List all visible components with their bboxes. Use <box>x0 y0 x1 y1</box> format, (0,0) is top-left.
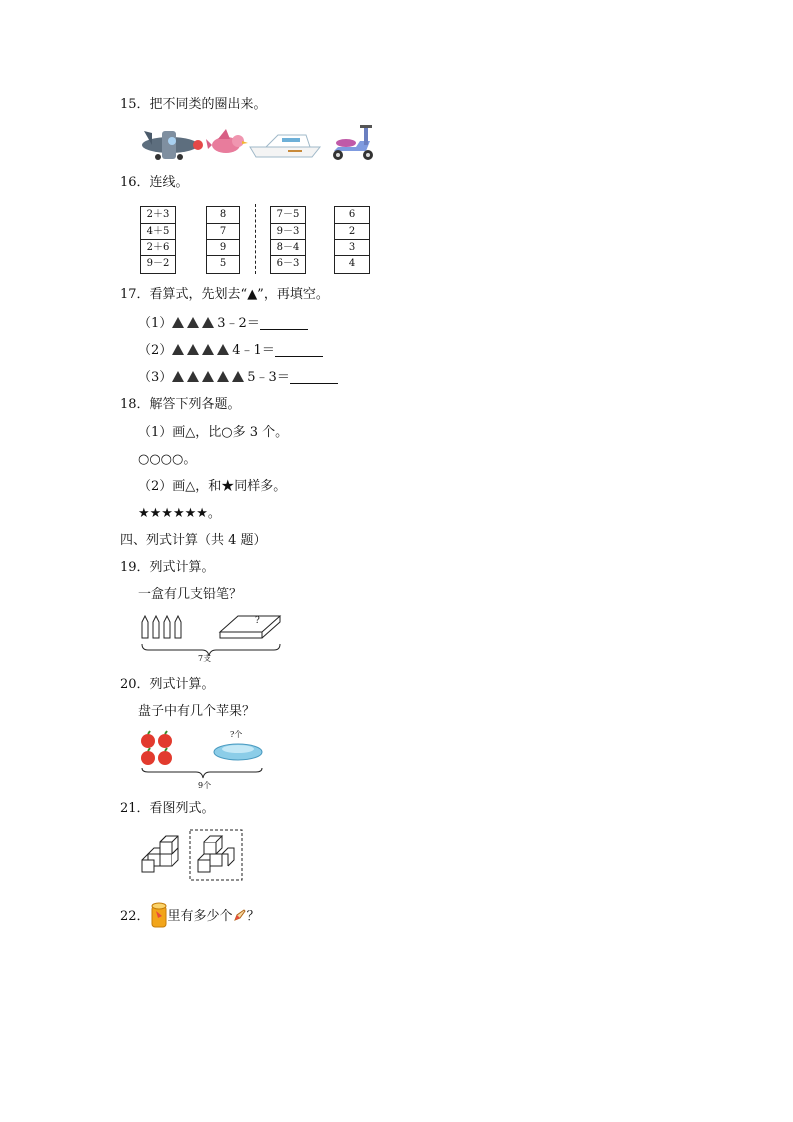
apple-plate-figure <box>138 730 266 782</box>
q16-cell: 7－5 <box>276 209 300 220</box>
plate-icon <box>214 744 262 760</box>
triangle-icon <box>217 344 229 355</box>
q18-sub2: （2）画△，和★同样多。 <box>138 479 287 494</box>
q16-right-expr-box <box>270 206 306 274</box>
q17-item-3 <box>138 369 338 387</box>
q16-cell: 7 <box>207 223 239 239</box>
q16-cell: 2＋6 <box>141 239 175 255</box>
q16-cell: 9 <box>207 239 239 255</box>
q22-line <box>120 902 260 928</box>
q21-title: 21．看图列式。 <box>120 801 215 816</box>
triangle-icon <box>172 317 184 328</box>
triangle-icon <box>232 371 244 382</box>
triangle-icon <box>187 371 199 382</box>
q17-item-1 <box>138 315 308 333</box>
q16-cell: 5 <box>207 255 239 271</box>
q17-item-2 <box>138 342 323 360</box>
q15-title: 15．把不同类的圈出来。 <box>120 97 267 112</box>
q17-item-expr: 3﹣2＝ <box>217 316 260 331</box>
q16-cell: 8－4 <box>271 239 305 255</box>
q17-item-expr: 4﹣1＝ <box>232 343 275 358</box>
section-title: 四、列式计算（共 4 题） <box>120 533 267 548</box>
q16-cell: 4 <box>335 255 369 271</box>
q16-cell: 6－3 <box>271 255 305 271</box>
q16-cell: 3 <box>335 239 369 255</box>
q15-images <box>138 123 378 163</box>
q16-cell: 8 <box>219 209 227 220</box>
cubes-figure <box>138 828 246 882</box>
answer-blank[interactable] <box>290 369 338 384</box>
pencil-total-label: 7支 <box>198 654 212 663</box>
q19-title: 19．列式计算。 <box>120 560 215 575</box>
q20-title: 20．列式计算。 <box>120 677 215 692</box>
q16-divider <box>255 204 256 274</box>
scooter-icon <box>138 123 378 163</box>
q17-title: 17．看算式，先划去“▲”，再填空。 <box>120 287 329 302</box>
triangle-icon <box>217 371 229 382</box>
q16-left-expr-box <box>140 206 176 274</box>
q20-question: 盘子中有几个苹果？ <box>138 704 256 719</box>
pencil-box-label: ? <box>255 616 260 626</box>
apple-icon <box>141 731 172 765</box>
q16-cell: 2 <box>335 223 369 239</box>
apple-total-label: 9个 <box>198 781 212 790</box>
q16-title: 16．连线。 <box>120 175 189 190</box>
q22-text: 里有多少个 <box>167 909 233 924</box>
triangle-icon <box>202 371 214 382</box>
q17-item-expr: 5﹣3＝ <box>247 370 290 385</box>
triangle-icon <box>202 317 214 328</box>
q17-item-num: （3） <box>138 370 173 385</box>
q22-end: ？ <box>246 909 260 924</box>
q16-right-num-box <box>334 206 370 274</box>
q16-cell: 9－3 <box>271 223 305 239</box>
q17-item-num: （1） <box>138 316 173 331</box>
q16-cell: 9－2 <box>141 255 175 271</box>
answer-blank[interactable] <box>260 315 308 330</box>
q16-cell: 4＋5 <box>141 223 175 239</box>
q18-sub1: （1）画△，比○多 3 个。 <box>138 425 289 440</box>
q16-cell: 6 <box>348 209 356 220</box>
triangle-icon <box>172 344 184 355</box>
pencil-case-icon <box>150 902 168 928</box>
q16-left-num-box <box>206 206 240 274</box>
plate-label: ?个 <box>230 730 243 739</box>
q19-question: 一盒有几支铅笔？ <box>138 587 243 602</box>
answer-blank[interactable] <box>275 342 323 357</box>
triangle-icon <box>172 371 184 382</box>
q17-item-num: （2） <box>138 343 173 358</box>
q22-num: 22． <box>120 909 150 924</box>
q18-title: 18．解答下列各题。 <box>120 397 241 412</box>
q18-circles: ○○○○。 <box>138 452 197 467</box>
triangle-icon <box>187 317 199 328</box>
q16-cell: 2＋3 <box>146 209 170 220</box>
triangle-icon <box>202 344 214 355</box>
q18-stars: ★★★★★★。 <box>138 506 221 521</box>
triangle-icon <box>187 344 199 355</box>
pencil-icon <box>233 908 247 922</box>
